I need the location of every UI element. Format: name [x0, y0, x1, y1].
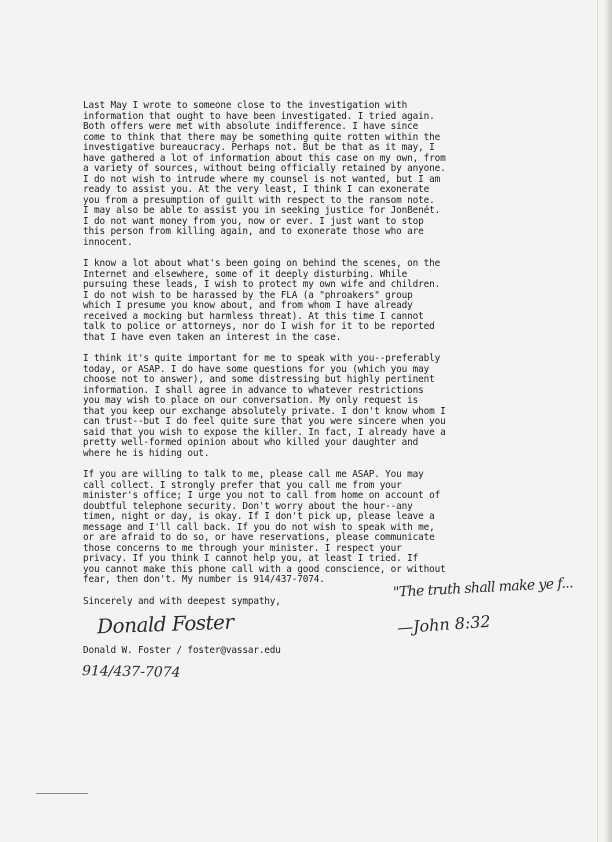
text-line: minister's office; I urge you not to call from home on account of — [83, 490, 441, 501]
text-line: information. I shall agree in advance to whatever restrictions — [83, 384, 424, 396]
text-line: ready to assist you. At the very least, I think I can exonerate — [83, 184, 430, 195]
page-edge-line — [597, 0, 598, 842]
handwritten-phone: 914/437-7074 — [81, 663, 181, 681]
text-line: If you are willing to talk to me, please call me ASAP. You may — [83, 469, 424, 480]
text-line: that you keep our exchange absolutely private. I don't know whom I — [83, 405, 446, 417]
text-line: call collect. I strongly prefer that you call me from your — [83, 479, 402, 491]
text-line: I do not wish to intrude where my counsel is not wanted, but I am — [83, 173, 441, 185]
text-line: come to think that there may be something quite rotten within the — [83, 131, 441, 143]
text-line: fear, then don't. My number is 914/437-7074. — [83, 574, 325, 585]
handwritten-verse-line-2: —John 8:32 — [396, 611, 492, 638]
paragraph-1 — [83, 101, 553, 248]
text-line: talk to police or attorneys, nor do I wish for it to be reported — [83, 321, 435, 332]
text-line: I do not wish to be harassed by the FLA (a "phroakers" group — [83, 289, 413, 301]
text-line: you may wish to place on our conversation. My only request is — [83, 395, 419, 406]
page-edge-shadow — [604, 0, 612, 842]
text-line: Last May I wrote to someone close to the investigation with — [83, 100, 408, 111]
text-line: pretty well-formed opinion about who killed your daughter and — [83, 437, 419, 448]
text-line: I think it's quite important for me to speak with you--preferably — [83, 353, 441, 364]
letter-body — [83, 101, 553, 607]
text-line: or are afraid to do so, or have reservations, please communicate — [83, 532, 435, 543]
text-line: which I presume you know about, and from whom I have already — [83, 300, 413, 311]
text-line: I know a lot about what's been going on behind the scenes, on the — [83, 258, 441, 269]
text-line: where he is hiding out. — [83, 447, 210, 459]
text-line: timen, night or day, is okay. If I don't pick up, please leave a — [83, 511, 435, 522]
text-line: Both offers were met with absolute indifference. I have since — [83, 121, 419, 132]
handwritten-verse-line-1: "The truth shall make ye f... — [392, 575, 574, 601]
text-line: I may also be able to assist you in seeking justice for JonBenét. — [83, 205, 441, 216]
text-line: choose not to answer), and some distressing but highly pertinent — [83, 374, 435, 385]
text-line: privacy. If you think I cannot help you, at least I tried. If — [83, 553, 419, 564]
text-line: I do not want money from you, now or ever. I just want to stop — [83, 215, 424, 227]
text-line: investigative bureaucracy. Perhaps not. But be that as it may, I — [83, 142, 435, 153]
text-line: you cannot make this phone call with a good conscience, or without — [83, 563, 446, 575]
handwritten-signature: Donald Foster — [96, 609, 234, 639]
text-line: Internet and elsewhere, some of it deeply disturbing. While — [83, 268, 408, 280]
text-line: information that ought to have been investigated. I tried again. — [83, 110, 435, 122]
paragraph-2 — [83, 259, 553, 343]
footer-rule — [36, 793, 88, 794]
text-line: received a mocking but harmless threat). At this time I cannot — [83, 310, 424, 322]
text-line: this person from killing again, and to exonerate those who are — [83, 226, 424, 237]
text-line: a variety of sources, without being officially retained by anyone. — [83, 163, 446, 174]
text-line: doubtful telephone security. Don't worry about the hour--any — [83, 500, 413, 512]
text-line: those concerns to me through your minister. I respect your — [83, 542, 402, 554]
text-line: today, or ASAP. I do have some questions for you (which you may — [83, 363, 430, 375]
text-line: innocent. — [83, 236, 133, 248]
paragraph-3 — [83, 354, 553, 459]
paragraph-4 — [83, 470, 553, 586]
text-line: that I have even taken an interest in the case. — [83, 331, 342, 343]
text-line: have gathered a lot of information about this case on my own, from — [83, 152, 446, 164]
closing-line: Sincerely and with deepest sympathy, — [83, 595, 281, 607]
text-line: pursuing these leads, I wish to protect my own wife and children. — [83, 279, 441, 290]
text-line: said that you wish to expose the killer. In fact, I already have a — [83, 426, 446, 438]
text-line: you from a presumption of guilt with respect to the ransom note. — [83, 194, 435, 206]
text-line: message and I'll call back. If you do not wish to speak with me, — [83, 521, 435, 533]
typed-name-email: Donald W. Foster / foster@vassar.edu — [83, 645, 281, 656]
text-line: can trust--but I do feel quite sure that you were sincere when you — [83, 416, 446, 427]
